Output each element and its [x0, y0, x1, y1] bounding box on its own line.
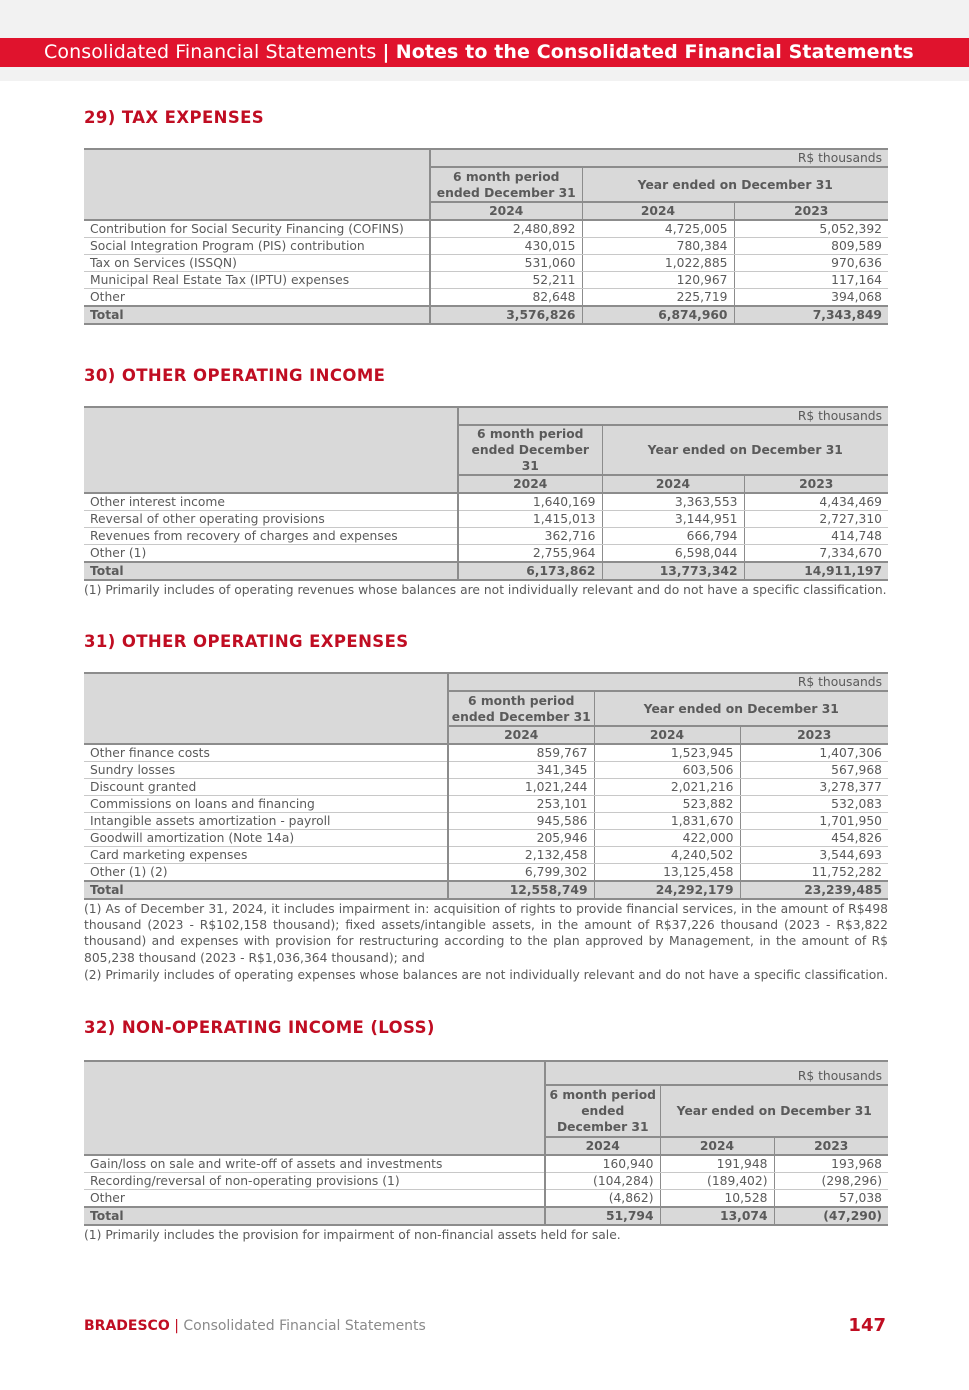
table-row	[84, 528, 888, 545]
table-row	[84, 744, 888, 762]
header-year-ended: Year ended on December 31	[660, 1085, 888, 1137]
section-title: 32) NON-OPERATING INCOME (LOSS)	[84, 1018, 435, 1037]
header-blank	[84, 407, 458, 493]
row-value: 160,940	[545, 1155, 660, 1173]
row-value: 205,946	[448, 830, 594, 847]
header-year: 2024	[602, 475, 744, 493]
footnote: (1) Primarily includes of operating revenues whose balances are not individually relevant and do not have a specific classification.	[84, 583, 887, 597]
total-label: Total	[84, 1207, 545, 1225]
row-value: 603,506	[594, 762, 740, 779]
row-label: Gain/loss on sale and write-off of assets and investments	[84, 1155, 545, 1173]
row-value: 1,407,306	[740, 744, 888, 762]
row-value: (104,284)	[545, 1173, 660, 1190]
row-label: Other	[84, 1190, 545, 1208]
page-header-banner	[0, 38, 969, 67]
row-label: Tax on Services (ISSQN)	[84, 255, 430, 272]
table-row	[84, 1190, 888, 1208]
section-other-operating-income	[84, 366, 888, 598]
table-row	[84, 1155, 888, 1173]
row-value: 10,528	[660, 1190, 774, 1208]
total-value: 6,173,862	[458, 562, 602, 580]
page-number: 147	[848, 1315, 886, 1336]
section-title: 30) OTHER OPERATING INCOME	[84, 366, 386, 385]
row-value: 52,211	[430, 272, 582, 289]
row-value: 532,083	[740, 796, 888, 813]
row-value: 6,598,044	[602, 545, 744, 563]
row-value: 1,701,950	[740, 813, 888, 830]
row-value: 82,648	[430, 289, 582, 307]
row-label: Sundry losses	[84, 762, 448, 779]
table-row	[84, 1173, 888, 1190]
row-value: 253,101	[448, 796, 594, 813]
row-value: 531,060	[430, 255, 582, 272]
total-row	[84, 306, 888, 324]
row-value: 523,882	[594, 796, 740, 813]
total-row	[84, 881, 888, 899]
footnote: (1) Primarily includes the provision for impairment of non-financial assets held for sale.	[84, 1228, 621, 1242]
page-footer	[84, 1318, 426, 1334]
total-row	[84, 562, 888, 580]
row-label: Reversal of other operating provisions	[84, 511, 458, 528]
table-row	[84, 545, 888, 563]
row-value: 193,968	[774, 1155, 888, 1173]
row-value: 225,719	[582, 289, 734, 307]
table-row	[84, 796, 888, 813]
row-label: Goodwill amortization (Note 14a)	[84, 830, 448, 847]
row-label: Other (1)	[84, 545, 458, 563]
row-value: 1,021,244	[448, 779, 594, 796]
row-value: 362,716	[458, 528, 602, 545]
total-value: 23,239,485	[740, 881, 888, 899]
table-row	[84, 813, 888, 830]
total-value: 13,773,342	[602, 562, 744, 580]
row-value: 2,727,310	[744, 511, 888, 528]
row-label: Intangible assets amortization - payroll	[84, 813, 448, 830]
row-label: Recording/reversal of non-operating provisions (1)	[84, 1173, 545, 1190]
row-value: 945,586	[448, 813, 594, 830]
total-value: 6,874,960	[582, 306, 734, 324]
row-label: Revenues from recovery of charges and expenses	[84, 528, 458, 545]
total-label: Total	[84, 562, 458, 580]
header-year: 2024	[594, 726, 740, 744]
header-year: 2024	[582, 202, 734, 220]
total-value: 3,576,826	[430, 306, 582, 324]
row-label: Contribution for Social Security Financing (COFINS)	[84, 220, 430, 238]
row-label: Other (1) (2)	[84, 864, 448, 882]
header-blank	[84, 673, 448, 744]
row-value: 859,767	[448, 744, 594, 762]
units-label: R$ thousands	[458, 407, 888, 425]
row-label: Social Integration Program (PIS) contribution	[84, 238, 430, 255]
header-year: 2024	[430, 202, 582, 220]
header-year: 2023	[774, 1137, 888, 1155]
header-year: 2023	[744, 475, 888, 493]
row-value: 414,748	[744, 528, 888, 545]
total-value: 24,292,179	[594, 881, 740, 899]
section-other-operating-expenses	[84, 632, 888, 983]
row-label: Other finance costs	[84, 744, 448, 762]
row-value: 1,523,945	[594, 744, 740, 762]
footer-subtitle: Consolidated Financial Statements	[183, 1318, 426, 1334]
row-value: 3,278,377	[740, 779, 888, 796]
header-blank	[84, 1061, 545, 1155]
header-year: 2023	[740, 726, 888, 744]
row-value: 13,125,458	[594, 864, 740, 882]
row-value: 454,826	[740, 830, 888, 847]
row-value: 5,052,392	[734, 220, 888, 238]
section-title: 31) OTHER OPERATING EXPENSES	[84, 632, 409, 651]
row-value: 6,799,302	[448, 864, 594, 882]
table-row	[84, 847, 888, 864]
data-table	[84, 672, 888, 900]
header-year: 2024	[458, 475, 602, 493]
table-row	[84, 272, 888, 289]
row-value: 3,544,693	[740, 847, 888, 864]
total-label: Total	[84, 306, 430, 324]
row-value: 120,967	[582, 272, 734, 289]
row-value: (4,862)	[545, 1190, 660, 1208]
footnote: (2) Primarily includes of operating expenses whose balances are not individually relevant and do not have a specific classification.	[84, 967, 888, 982]
total-label: Total	[84, 881, 448, 899]
footer-brand: BRADESCO	[84, 1318, 170, 1334]
row-label: Other interest income	[84, 493, 458, 511]
total-value: 14,911,197	[744, 562, 888, 580]
total-value: 13,074	[660, 1207, 774, 1225]
row-value: 11,752,282	[740, 864, 888, 882]
header-period: 6 month period ended December 31	[545, 1085, 660, 1137]
header-title: Notes to the Consolidated Financial Statements	[395, 41, 914, 63]
units-label: R$ thousands	[545, 1061, 888, 1085]
row-value: 3,363,553	[602, 493, 744, 511]
row-value: (189,402)	[660, 1173, 774, 1190]
row-value: 4,725,005	[582, 220, 734, 238]
header-separator: |	[382, 41, 390, 63]
table-row	[84, 238, 888, 255]
row-value: 394,068	[734, 289, 888, 307]
row-value: 2,021,216	[594, 779, 740, 796]
row-value: 2,480,892	[430, 220, 582, 238]
table-row	[84, 289, 888, 307]
header-year-ended: Year ended on December 31	[602, 425, 888, 475]
row-value: 341,345	[448, 762, 594, 779]
row-value: 3,144,951	[602, 511, 744, 528]
row-value: 1,831,670	[594, 813, 740, 830]
header-period: 6 month period ended December 31	[458, 425, 602, 475]
footnote: (1) As of December 31, 2024, it includes impairment in: acquisition of rights to provide financial services, in the amount of R$498 thousand (2023 - R$102,158 thousand); fixed assets/intangible assets, in the amount of R$37,226 thousand (2023 - R$3,822 thousand) and expenses with provision for restructuring according to the plan approved by Management, in the amount of R$ 805,238 thousand (2023 - R$1,036,364 thousand); and	[84, 902, 888, 965]
header-blank	[84, 149, 430, 220]
header-year: 2024	[448, 726, 594, 744]
table-row	[84, 220, 888, 238]
row-label: Municipal Real Estate Tax (IPTU) expenses	[84, 272, 430, 289]
total-value: 51,794	[545, 1207, 660, 1225]
table-row	[84, 762, 888, 779]
row-value: 4,240,502	[594, 847, 740, 864]
row-value: 117,164	[734, 272, 888, 289]
row-value: 780,384	[582, 238, 734, 255]
footer-separator: |	[174, 1318, 179, 1334]
row-value: 567,968	[740, 762, 888, 779]
total-value: (47,290)	[774, 1207, 888, 1225]
header-period: 6 month period ended December 31	[448, 691, 594, 726]
row-value: 191,948	[660, 1155, 774, 1173]
header-year-ended: Year ended on December 31	[582, 167, 888, 202]
row-value: 970,636	[734, 255, 888, 272]
row-value: 666,794	[602, 528, 744, 545]
table-row	[84, 864, 888, 882]
row-value: 422,000	[594, 830, 740, 847]
header-period: 6 month period ended December 31	[430, 167, 582, 202]
row-label: Discount granted	[84, 779, 448, 796]
header-year: 2024	[545, 1137, 660, 1155]
section-title: 29) TAX EXPENSES	[84, 108, 265, 127]
section-tax-expenses	[84, 108, 888, 325]
table-row	[84, 830, 888, 847]
row-label: Card marketing expenses	[84, 847, 448, 864]
table-row	[84, 493, 888, 511]
row-value: 7,334,670	[744, 545, 888, 563]
total-value: 7,343,849	[734, 306, 888, 324]
row-value: 57,038	[774, 1190, 888, 1208]
row-value: 430,015	[430, 238, 582, 255]
row-value: (298,296)	[774, 1173, 888, 1190]
total-value: 12,558,749	[448, 881, 594, 899]
total-row	[84, 1207, 888, 1225]
table-row	[84, 779, 888, 796]
row-value: 2,755,964	[458, 545, 602, 563]
row-value: 1,415,013	[458, 511, 602, 528]
units-label: R$ thousands	[430, 149, 888, 167]
row-value: 2,132,458	[448, 847, 594, 864]
header-year: 2024	[660, 1137, 774, 1155]
row-label: Commissions on loans and financing	[84, 796, 448, 813]
table-row	[84, 511, 888, 528]
data-table	[84, 1060, 888, 1226]
header-year-ended: Year ended on December 31	[594, 691, 888, 726]
data-table	[84, 148, 888, 325]
data-table	[84, 406, 888, 581]
header-year: 2023	[734, 202, 888, 220]
row-label: Other	[84, 289, 430, 307]
table-row	[84, 255, 888, 272]
section-non-operating-income	[84, 1018, 888, 1243]
units-label: R$ thousands	[448, 673, 888, 691]
header-section: Consolidated Financial Statements	[44, 41, 377, 63]
row-value: 809,589	[734, 238, 888, 255]
row-value: 4,434,469	[744, 493, 888, 511]
row-value: 1,640,169	[458, 493, 602, 511]
row-value: 1,022,885	[582, 255, 734, 272]
